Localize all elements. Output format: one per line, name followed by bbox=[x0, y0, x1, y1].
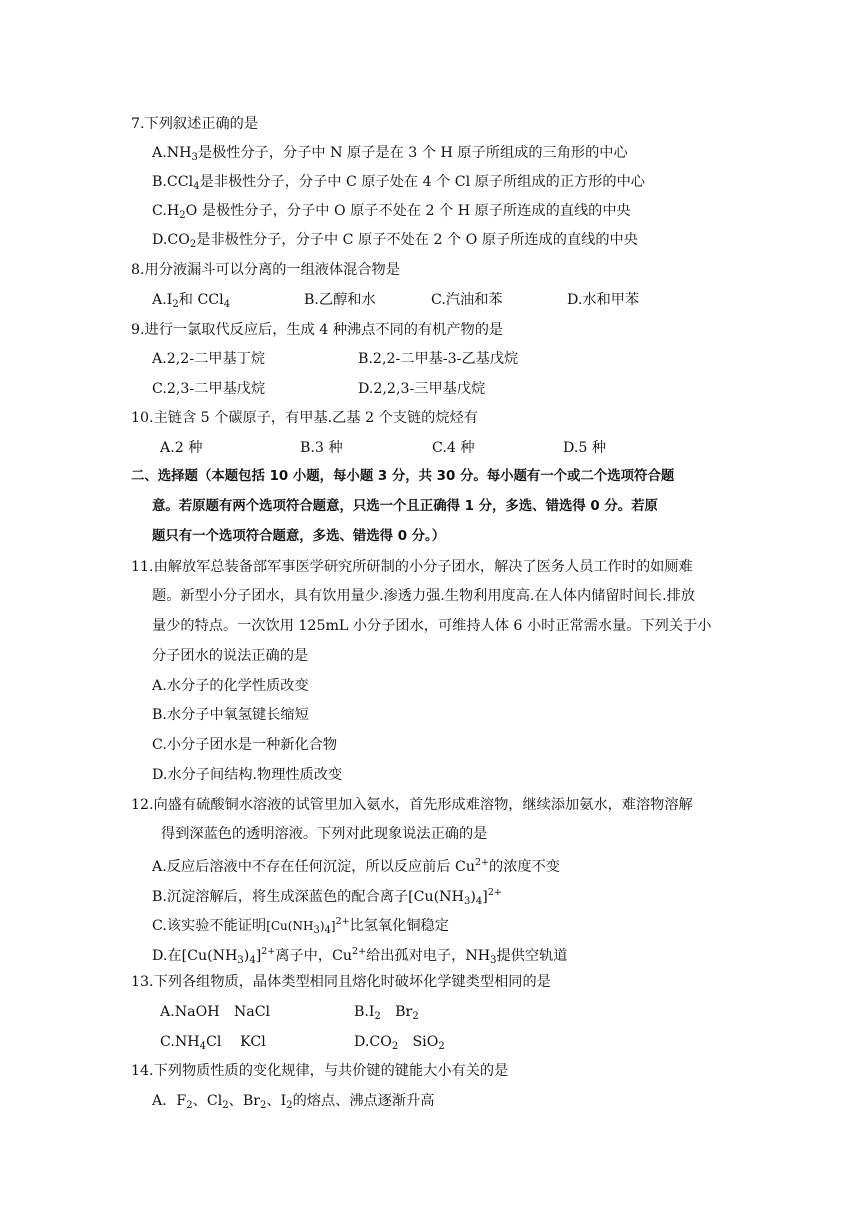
q13-option-a: A.NaOH NaCl bbox=[160, 1004, 271, 1020]
q7-option-c: $C.H_2O$ 是极性分子，分子中 O 原子不处在 2 个 H 原子所连成的直线的中央 bbox=[152, 203, 631, 221]
q13-option-c: $C.NH_4Cl$ KCl bbox=[160, 1034, 266, 1052]
q11-stem-line-4: 分子团水的说法正确的是 bbox=[152, 648, 309, 664]
q9-option-c: C.2,3-二甲基戊烷 bbox=[152, 381, 266, 397]
q9-option-b: B.2,2-二甲基-3-乙基戊烷 bbox=[358, 351, 519, 367]
q11-option-b: B.水分子中氧氢键长缩短 bbox=[152, 707, 309, 723]
q11-stem-line-1: 11.由解放军总装备部军事医学研究所研制的小分子团水，解决了医务人员工作时的如厕难 bbox=[131, 559, 693, 575]
q12-option-a: A.反应后溶液中不存在任何沉淀，所以反应前后 $Cu^{2+}$的浓度不变 bbox=[152, 857, 560, 875]
q12-stem-line-1: 12.向盛有硫酸铜水溶液的试管里加入氨水，首先形成难溶物，继续添加氨水，难溶物溶解 bbox=[131, 797, 693, 813]
q10-option-c: C.4 种 bbox=[432, 440, 475, 456]
q8-option-d: D.水和甲苯 bbox=[567, 292, 640, 308]
q9-option-a: A.2,2-二甲基丁烷 bbox=[152, 351, 266, 367]
q8-option-c: C.汽油和苯 bbox=[431, 292, 503, 308]
section-2-heading-line-2: 意。若原题有两个选项符合题意，只选一个且正确得 1 分，多选、错选得 0 分。若原 bbox=[152, 499, 658, 514]
q11-stem-line-3: 量少的特点。一次饮用 125mL 小分子团水，可维持人体 6 小时正常需水量。下列关于小 bbox=[152, 618, 712, 634]
q13-stem: 13.下列各组物质，晶体类型相同且熔化时破坏化学键类型相同的是 bbox=[131, 974, 551, 990]
q8-option-a: $A.I_2$和 CCl$_4$ bbox=[152, 292, 231, 310]
q13-option-b: $B.I_2$ $Br_2$ bbox=[354, 1004, 419, 1022]
section-2-heading-line-1: 二、选择题（本题包括 10 小题，每小题 3 分，共 30 分。每小题有一个或二个选项符合题 bbox=[131, 469, 675, 484]
q10-option-b: B.3 种 bbox=[300, 440, 343, 456]
q10-option-d: D.5 种 bbox=[563, 440, 607, 456]
q12-option-b: B.沉淀溶解后，将生成深蓝色的配合离子$[Cu(NH_3)_4]^{2+}$ bbox=[152, 887, 502, 907]
q11-option-c: C.小分子团水是一种新化合物 bbox=[152, 737, 338, 753]
section-2-heading-line-3: 题只有一个选项符合题意，多选、错选得 0 分。） bbox=[152, 529, 446, 544]
q7-option-a: $A.NH_3$是极性分子，分子中 N 原子是在 3 个 H 原子所组成的三角形的中心 bbox=[152, 145, 628, 163]
q9-stem: 9.进行一氯取代反应后，生成 4 种沸点不同的有机产物的是 bbox=[131, 322, 504, 338]
q12-option-c: C.该实验不能证明$[Cu(NH_3)_4]^{2+}$比氢氧化铜稳定 bbox=[152, 916, 449, 936]
q10-stem: 10.主链含 5 个碳原子，有甲基.乙基 2 个支链的烷烃有 bbox=[131, 410, 478, 426]
q11-option-a: A.水分子的化学性质改变 bbox=[152, 678, 309, 694]
q14-stem: 14.下列物质性质的变化规律，与共价键的键能大小有关的是 bbox=[131, 1063, 509, 1079]
q11-option-d: D.水分子间结构.物理性质改变 bbox=[152, 767, 343, 783]
q8-stem: 8.用分液漏斗可以分离的一组液体混合物是 bbox=[131, 262, 400, 278]
q12-stem-line-2: 得到深蓝色的透明溶液。下列对此现象说法正确的是 bbox=[161, 826, 488, 842]
q11-stem-line-2: 题。新型小分子团水，具有饮用量少.渗透力强.生物利用度高.在人体内储留时间长.排放 bbox=[152, 588, 695, 604]
q7-option-d: $D.CO_2$是非极性分子，分子中 C 原子不处在 2 个 O 原子所连成的直线的中央 bbox=[152, 232, 638, 250]
q14-option-a: A．$F_2$、$Cl_2$、$Br_2$、$I_2$的熔点、沸点逐渐升高 bbox=[152, 1093, 435, 1111]
q7-stem: 7.下列叙述正确的是 bbox=[131, 116, 259, 132]
q12-option-d: D.在$[Cu(NH_3)_4]^{2+}$离子中，$Cu^{2+}$给出孤对电子，$NH_3$提供空轨道 bbox=[152, 946, 568, 966]
q8-option-b: B.乙醇和水 bbox=[304, 292, 376, 308]
q13-option-d: $D.CO_2$ SiO$_2$ bbox=[354, 1034, 445, 1052]
q10-option-a: A.2 种 bbox=[160, 440, 203, 456]
q9-option-d: D.2,2,3-三甲基戊烷 bbox=[358, 381, 486, 397]
q7-option-b: B.CCl$_4$是非极性分子，分子中 C 原子处在 4 个 Cl 原子所组成的正方形的中心 bbox=[152, 174, 645, 192]
